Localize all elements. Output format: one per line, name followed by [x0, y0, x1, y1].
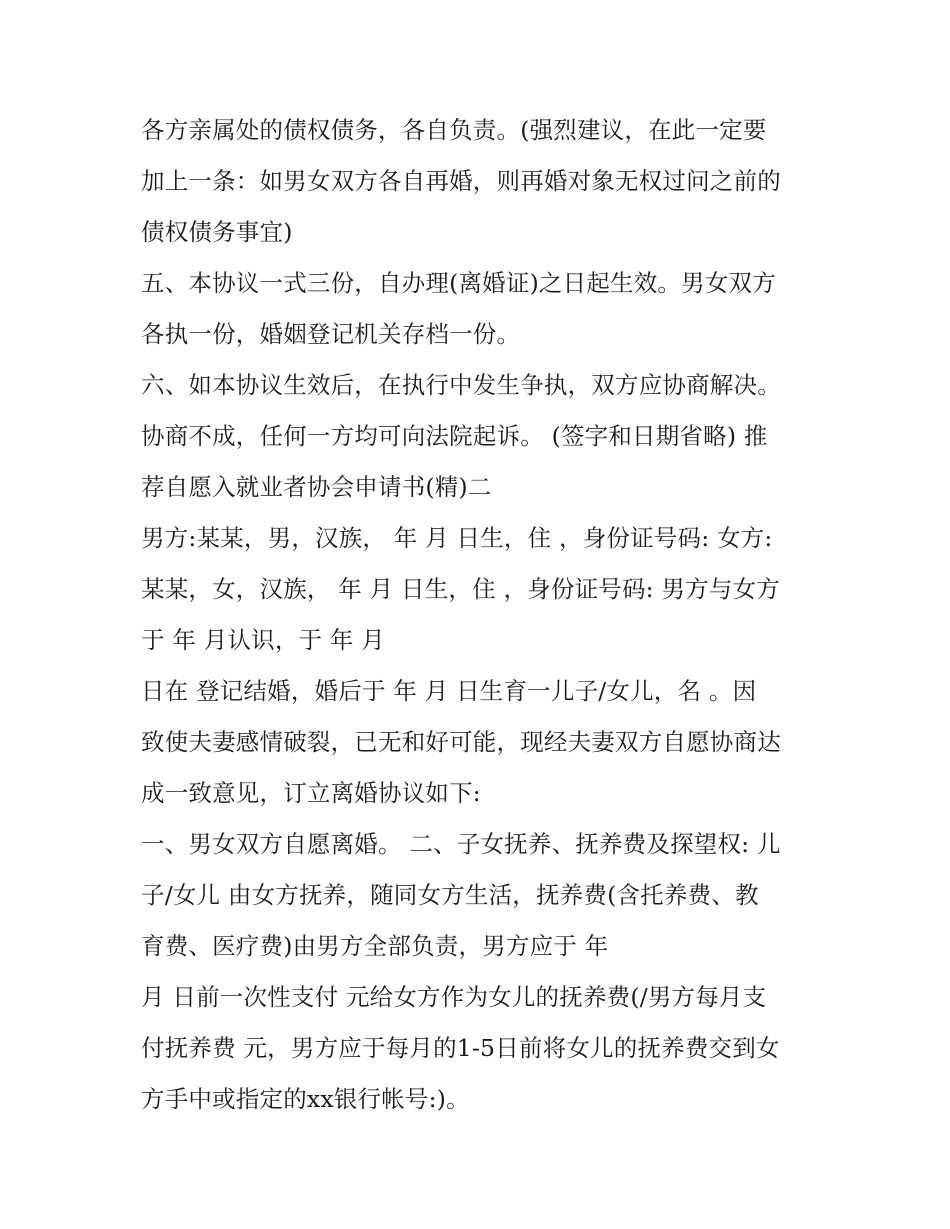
text-line: 一、男女双方自愿离婚。 二、子女抚养、抚养费及探望权: 儿	[141, 830, 781, 858]
text-line: 男方:某某，男，汉族， 年 月 日生，住 ，身份证号码: 女方:	[141, 524, 773, 552]
text-line: 荐自愿入就业者协会申请书(精)二	[141, 473, 492, 501]
text-line: 于 年 月认识，于 年 月	[141, 626, 385, 654]
text-line: 某某，女，汉族， 年 月 日生，住 ，身份证号码: 男方与女方	[141, 575, 780, 603]
text-line: 五、本协议一式三份，自办理(离婚证)之日起生效。男女双方	[141, 269, 776, 297]
text-line: 各方亲属处的债权债务，各自负责。(强烈建议，在此一定要	[141, 116, 767, 144]
text-line: 协商不成，任何一方均可向法院起诉。 (签字和日期省略) 推	[141, 422, 768, 450]
document-body	[141, 110, 821, 1130]
text-line: 子/女儿 由女方抚养，随同女方生活，抚养费(含托养费、教	[141, 881, 759, 909]
text-line: 月 日前一次性支付 元给女方作为女儿的抚养费(/男方每月支	[141, 983, 767, 1011]
text-line: 各执一份，婚姻登记机关存档一份。	[141, 320, 521, 348]
text-line: 六、如本协议生效后，在执行中发生争执，双方应协商解决。	[141, 371, 781, 399]
text-line: 成一致意见，订立离婚协议如下:	[141, 779, 481, 807]
text-line: 方手中或指定的xx银行帐号:)。	[141, 1085, 470, 1113]
text-line: 付抚养费 元，男方应于每月的1-5日前将女儿的抚养费交到女	[141, 1034, 780, 1062]
text-line: 日在 登记结婚，婚后于 年 月 日生育一儿子/女儿，名 。因	[141, 677, 757, 705]
text-line: 育费、医疗费)由男方全部负责，男方应于 年	[141, 932, 609, 960]
text-line: 加上一条：如男女双方各自再婚，则再婚对象无权过问之前的	[141, 167, 781, 195]
text-line: 债权债务事宜)	[141, 218, 293, 246]
text-line: 致使夫妻感情破裂，已无和好可能，现经夫妻双方自愿协商达	[141, 728, 781, 756]
